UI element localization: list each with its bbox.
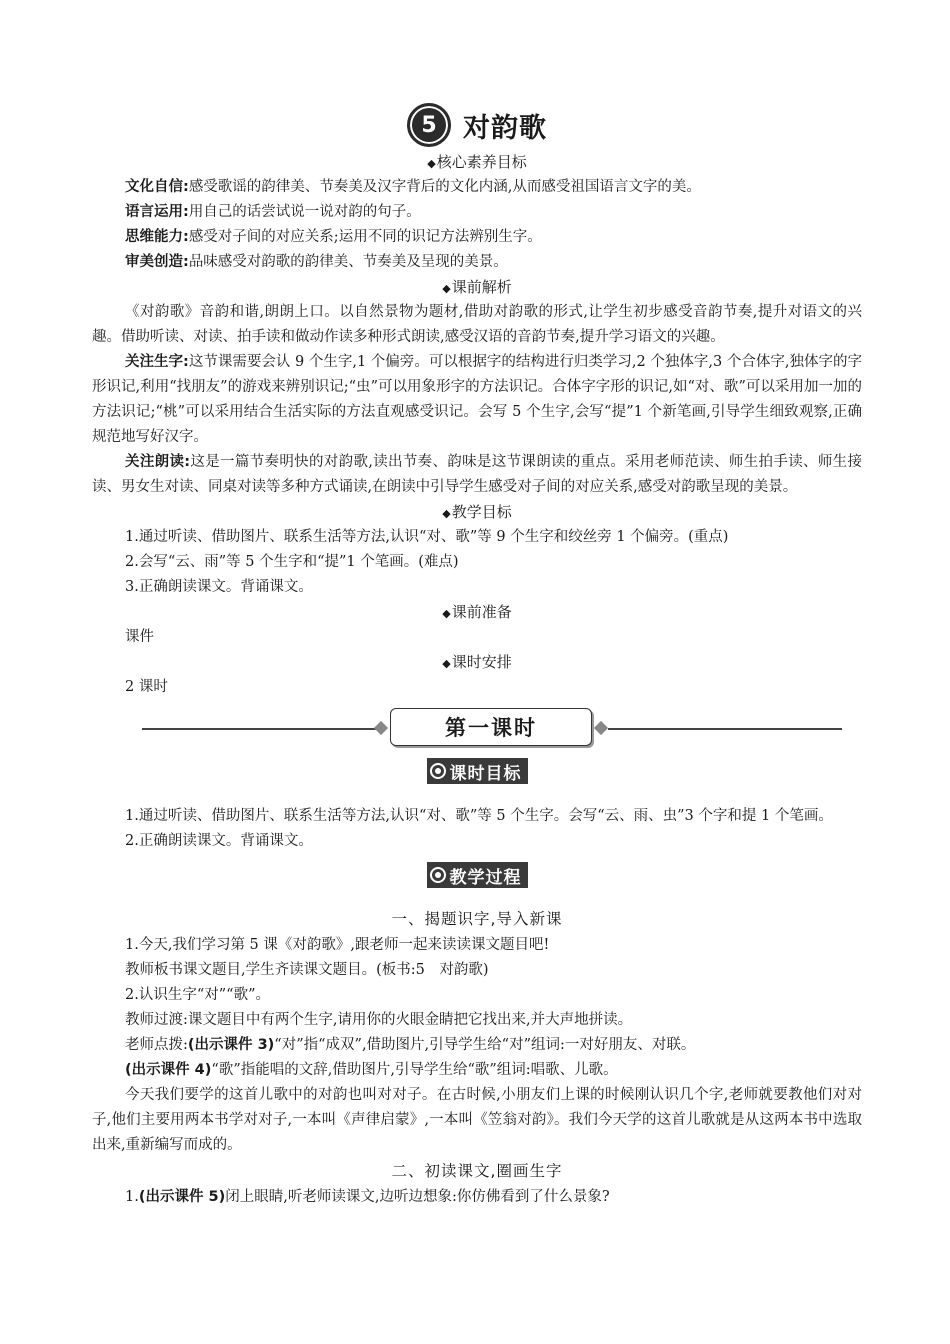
period-goal-item: 1.通过听读、借助图片、联系生活等方法,认识“对、歌”等 5 个生字。会写“云、雨、虫”3 个字和提 1 个笔画。 bbox=[125, 808, 833, 824]
period-goals-badge-row bbox=[92, 756, 862, 786]
lesson-title-text: 对韵歌 bbox=[463, 112, 547, 144]
core-goal-item: 文化自信:感受歌谣的韵律美、节奏美及汉字背后的文化内涵,从而感受祖国语言文字的美。 bbox=[125, 179, 701, 195]
prep-text: 课件 bbox=[125, 629, 154, 645]
process-part2-heading: 二、初读课文,圈画生字 bbox=[391, 1162, 563, 1180]
process-line: 1.(出示课件 5)闭上眼睛,听老师读课文,边听边想象:你仿佛看到了什么景象? bbox=[125, 1189, 610, 1205]
teaching-goal-item: 2.会写“云、雨”等 5 个生字和“提”1 个笔画。(难点) bbox=[125, 554, 459, 570]
period-goal-item: 2.正确朗读课文。背诵课文。 bbox=[125, 833, 313, 849]
core-goal-item: 语言运用:用自己的话尝试说一说对韵的句子。 bbox=[125, 204, 421, 220]
core-goals-heading: ◆核心素养目标 bbox=[427, 153, 527, 171]
diamond-icon: ◆ bbox=[442, 507, 451, 520]
period-goals-badge: 课时目标 bbox=[427, 758, 528, 784]
process-badge-row bbox=[92, 860, 862, 890]
process-line: (出示课件 4)“歌”指能唱的文辞,借助图片,引导学生给“歌”组词:唱歌、儿歌。 bbox=[125, 1062, 618, 1078]
prep-heading: ◆课前准备 bbox=[442, 603, 512, 621]
period-title: 第一课时 bbox=[390, 708, 592, 746]
process-badge: 教学过程 bbox=[427, 862, 528, 888]
process-line: 教师过渡:课文题目中有两个生字,请用你的火眼金睛把它找出来,并大声地拼读。 bbox=[125, 1012, 633, 1028]
diamond-icon: ◆ bbox=[442, 657, 451, 670]
process-line: 教师板书课文题目,学生齐读课文题目。(板书:5 对韵歌) bbox=[125, 962, 489, 978]
teaching-goal-item: 3.正确朗读课文。背诵课文。 bbox=[125, 579, 313, 595]
lesson-number-badge: 5 bbox=[407, 103, 451, 147]
core-goal-item: 审美创造:品味感受对韵歌的韵律美、节奏美及呈现的美景。 bbox=[125, 254, 508, 270]
target-icon bbox=[430, 867, 446, 883]
analysis-heading: ◆课前解析 bbox=[442, 278, 512, 296]
teaching-goal-item: 1.通过听读、借助图片、联系生活等方法,认识“对、歌”等 9 个生字和绞丝旁 1 个偏旁。(重点) bbox=[125, 529, 729, 545]
process-paragraph: 今天我们要学的这首儿歌中的对韵也叫对对子。在古时候,小朋友们上课的时候刚认识几个字,老师就要教他们对对子,他们主要用两本书学对对子,一本叫《声律启蒙》,一本叫《笠翁对韵》。我们今天学的这首儿歌就是从这两本书中选取出来,重新编写而成的。 bbox=[92, 1087, 862, 1153]
document-page bbox=[92, 100, 862, 1210]
analysis-focus-chars: 关注生字:这节课需要会认 9 个生字,1 个偏旁。可以根据字的结构进行归类学习,2 个独体字,3 个合体字,独体字的字形识记,利用“找朋友”的游戏来辨别识记;“虫”可以用象形字的方法识记。合体字字形的识记,如“对、歌”可以采用加一加的方法识记;“桃”可以采用结合生活实际的方法直观感受识记。会写 5 个生字,会写“提”1 个新笔画,引导学生细致观察,正确规范地写好汉字。 bbox=[92, 354, 862, 445]
divider-dot-right bbox=[594, 721, 608, 735]
period-divider bbox=[92, 708, 862, 756]
schedule-heading: ◆课时安排 bbox=[442, 653, 512, 671]
target-icon bbox=[430, 763, 446, 779]
process-line: 2.认识生字“对”“歌”。 bbox=[125, 987, 270, 1003]
diamond-icon: ◆ bbox=[442, 282, 451, 295]
analysis-focus-reading: 关注朗读:这是一篇节奏明快的对韵歌,读出节奏、韵味是这节课朗读的重点。采用老师范读、师生拍手读、师生接读、男女生对读、同桌对读等多种方式诵读,在朗读中引导学生感受对子间的对应关系,感受对韵歌呈现的美景。 bbox=[92, 454, 862, 495]
diamond-icon: ◆ bbox=[427, 157, 436, 170]
core-goal-item: 思维能力:感受对子间的对应关系;运用不同的识记方法辨别生字。 bbox=[125, 229, 542, 245]
process-line: 1.今天,我们学习第 5 课《对韵歌》,跟老师一起来读读课文题目吧! bbox=[125, 937, 550, 953]
lesson-title bbox=[92, 100, 862, 150]
schedule-text: 2 课时 bbox=[125, 679, 168, 695]
teaching-goals-heading: ◆教学目标 bbox=[442, 503, 512, 521]
divider-line-left bbox=[142, 728, 378, 730]
divider-dot-left bbox=[374, 721, 388, 735]
process-part1-heading: 一、揭题识字,导入新课 bbox=[391, 910, 563, 928]
divider-line-right bbox=[608, 728, 842, 730]
diamond-icon: ◆ bbox=[442, 607, 451, 620]
process-line: 老师点拨:(出示课件 3)“对”指“成双”,借助图片,引导学生给“对”组词:一对好朋友、对联。 bbox=[125, 1037, 696, 1053]
analysis-intro: 《对韵歌》音韵和谐,朗朗上口。以自然景物为题材,借助对韵歌的形式,让学生初步感受音韵节奏,提升对语文的兴趣。借助听读、对读、拍手读和做动作读多种形式朗读,感受汉语的音韵节奏,提升学习语文的兴趣。 bbox=[92, 304, 862, 345]
